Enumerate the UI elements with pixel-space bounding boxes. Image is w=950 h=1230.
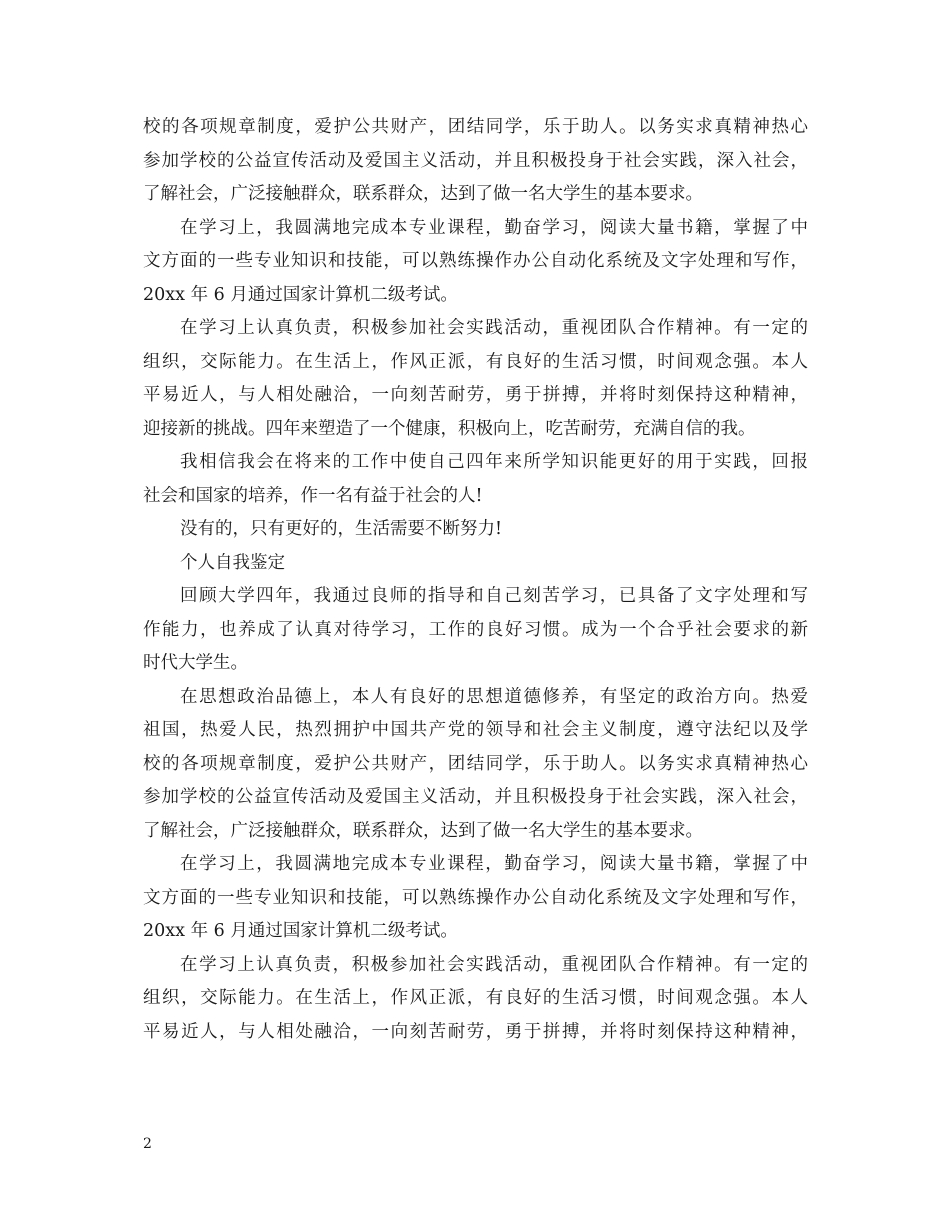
text-line: 参加学校的公益宣传活动及爱国主义活动，并且积极投身于社会实践，深入社会， [143,787,808,807]
text-line: 没有的，只有更好的，生活需要不断努力! [180,519,503,539]
text-line: 祖国，热爱人民，热烈拥护中国共产党的领导和社会主义制度，遵守法纪以及学 [143,720,808,740]
text-line: 个人自我鉴定 [180,552,285,573]
text-line: 参加学校的公益宣传活动及爱国主义活动，并且积极投身于社会实践，深入社会， [143,150,808,171]
text-line: 文方面的一些专业知识和技能，可以熟练操作办公自动化系统及文字处理和写作， [143,251,808,271]
text-line: 迎接新的挑战。四年来塑造了一个健康，积极向上，吃苦耐劳，充满自信的我。 [143,418,756,439]
text-line: 20xx 年 6 月通过国家计算机二级考试。 [143,921,458,941]
text-line: 了解社会，广泛接触群众，联系群众，达到了做一名大学生的基本要求。 [143,820,703,841]
text-line: 平易近人，与人相处融洽，一向刻苦耐劳，勇于拼搏，并将时刻保持这种精神， [143,385,808,405]
body-text [143,111,808,1049]
text-line: 回顾大学四年，我通过良师的指导和自己刻苦学习，已具备了文字处理和写 [180,586,808,606]
text-line: 时代大学生。 [143,653,248,673]
text-line: 校的各项规章制度，爱护公共财产，团结同学，乐于助人。以务实求真精神热心 [143,753,808,774]
text-line: 组织，交际能力。在生活上，作风正派，有良好的生活习惯，时间观念强。本人 [143,351,808,372]
text-line: 在学习上认真负责，积极参加社会实践活动，重视团队合作精神。有一定的 [180,318,808,338]
text-line: 组织，交际能力。在生活上，作风正派，有良好的生活习惯，时间观念强。本人 [143,988,808,1008]
text-line: 文方面的一些专业知识和技能，可以熟练操作办公自动化系统及文字处理和写作， [143,887,808,908]
text-line: 作能力，也养成了认真对待学习，工作的良好习惯。成为一个合乎社会要求的新 [143,619,808,640]
text-line: 在学习上，我圆满地完成本专业课程，勤奋学习，阅读大量书籍，掌握了中 [180,217,808,238]
text-line: 社会和国家的培养，作一名有益于社会的人! [143,485,483,506]
text-line: 我相信我会在将来的工作中使自己四年来所学知识能更好的用于实践，回报 [180,452,808,472]
text-line: 在思想政治品德上，本人有良好的思想道德修养，有坚定的政治方向。热爱 [180,686,808,707]
text-line: 平易近人，与人相处融洽，一向刻苦耐劳，勇于拼搏，并将时刻保持这种精神， [143,1021,808,1042]
text-line: 20xx 年 6 月通过国家计算机二级考试。 [143,284,458,305]
text-line: 校的各项规章制度，爱护公共财产，团结同学，乐于助人。以务实求真精神热心 [143,117,808,137]
text-line: 了解社会，广泛接触群众，联系群众，达到了做一名大学生的基本要求。 [143,184,703,204]
text-line: 在学习上，我圆满地完成本专业课程，勤奋学习，阅读大量书籍，掌握了中 [180,854,808,874]
page-number: 2 [143,1136,152,1152]
text-line: 在学习上认真负责，积极参加社会实践活动，重视团队合作精神。有一定的 [180,954,808,975]
